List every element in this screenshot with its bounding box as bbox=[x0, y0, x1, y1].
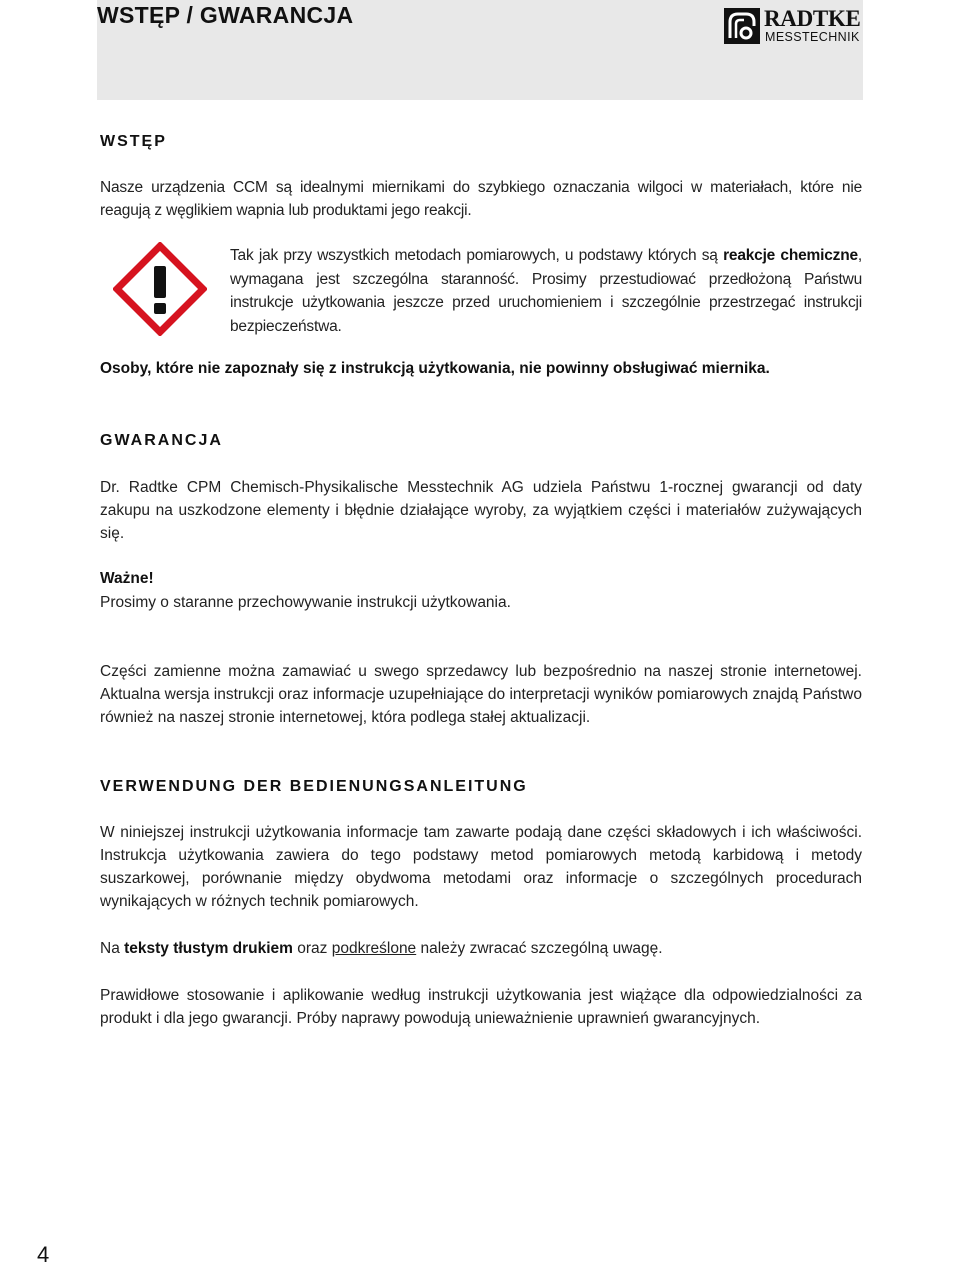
spare-parts-paragraph: Części zamienne można zamawiać u swego sprzedawcy lub bezpośrednio na naszej stronie internetowej. Aktualna wersja instrukcji oraz informacje uzupełniające do interpretacji wyników pomiarowych znajdą Państwo również na naszej stronie internetowej, która podlega stałej aktualizacji. bbox=[100, 663, 862, 726]
logo-name: RADTKE bbox=[764, 6, 861, 31]
radtke-logo-mark-icon bbox=[724, 8, 760, 44]
logo-subtitle: MESSTECHNIK bbox=[765, 30, 860, 44]
intro-paragraph: Nasze urządzenia CCM są idealnymi miernikami do szybkiego oznaczania wilgoci w materiałach, które nie reagują z węglikiem wapnia lub produktami jego reakcji. bbox=[100, 179, 862, 219]
emphasis-paragraph bbox=[100, 937, 862, 960]
emphasis-text-b: oraz bbox=[292, 940, 332, 957]
important-text: Prosimy o staranne przechowywanie instrukcji użytkowania. bbox=[100, 594, 511, 611]
warning-paragraph bbox=[230, 244, 862, 338]
liability-paragraph: Prawidłowe stosowanie i aplikowanie według instrukcji użytkowania jest wiążące dla odpowiedzialności za produkt i dla jego gwarancji. Próby naprawy powodują unieważnienie uprawnień gwarancyjnych. bbox=[100, 987, 862, 1027]
warning-text-bold: reakcje chemiczne bbox=[723, 247, 858, 264]
warning-text-start: Tak jak przy wszystkich metodach pomiarowych, u podstawy których są bbox=[230, 247, 724, 264]
hazard-warning-icon bbox=[113, 242, 207, 336]
usage-heading: VERWENDUNG DER BEDIENUNGSANLEITUNG bbox=[100, 778, 528, 795]
emphasis-bold-text: teksty tłustym drukiem bbox=[124, 940, 293, 957]
emphasis-underlined-text: podkreślone bbox=[331, 940, 417, 957]
important-label: Ważne! bbox=[100, 570, 154, 587]
page-number: 4 bbox=[37, 1242, 50, 1267]
bold-notice: Osoby, które nie zapoznały się z instrukcją użytkowania, nie powinny obsługiwać miernika. bbox=[100, 360, 770, 377]
usage-paragraph: W niniejszej instrukcji użytkowania informacje tam zawarte podają dane części składowych i ich właściwości. Instrukcja użytkowania zawiera do tego podstawy metod pomiarowych metodą karbidową i metody suszarkowej, porównanie między obydwoma metodami oraz informacje o szczególnych procedurach wynikających w różnych technik pomiarowych. bbox=[100, 824, 862, 910]
radtke-logo bbox=[724, 6, 864, 46]
warning-text-end: , wymagana jest szczególna staranność. Prosimy przestudiować przedłożoną Państwu instrukcje użytkowania jeszcze przed uruchomieniem i szczególnie przestrzegać instrukcji bezpieczeństwa. bbox=[230, 247, 862, 335]
emphasis-text-c: należy zwracać szczególną uwagę. bbox=[416, 940, 663, 957]
warranty-heading: GWARANCJA bbox=[100, 432, 223, 449]
warranty-paragraph: Dr. Radtke CPM Chemisch-Physikalische Messtechnik AG udziela Państwu 1-rocznej gwarancji od daty zakupu na uszkodzone elementy i błędnie działające wyroby, za wyjątkiem części i materiałów zużywających się. bbox=[100, 479, 862, 542]
page-header-title: WSTĘP / GWARANCJA bbox=[97, 2, 354, 28]
intro-heading: WSTĘP bbox=[100, 133, 167, 150]
emphasis-text-a: Na bbox=[100, 940, 125, 957]
